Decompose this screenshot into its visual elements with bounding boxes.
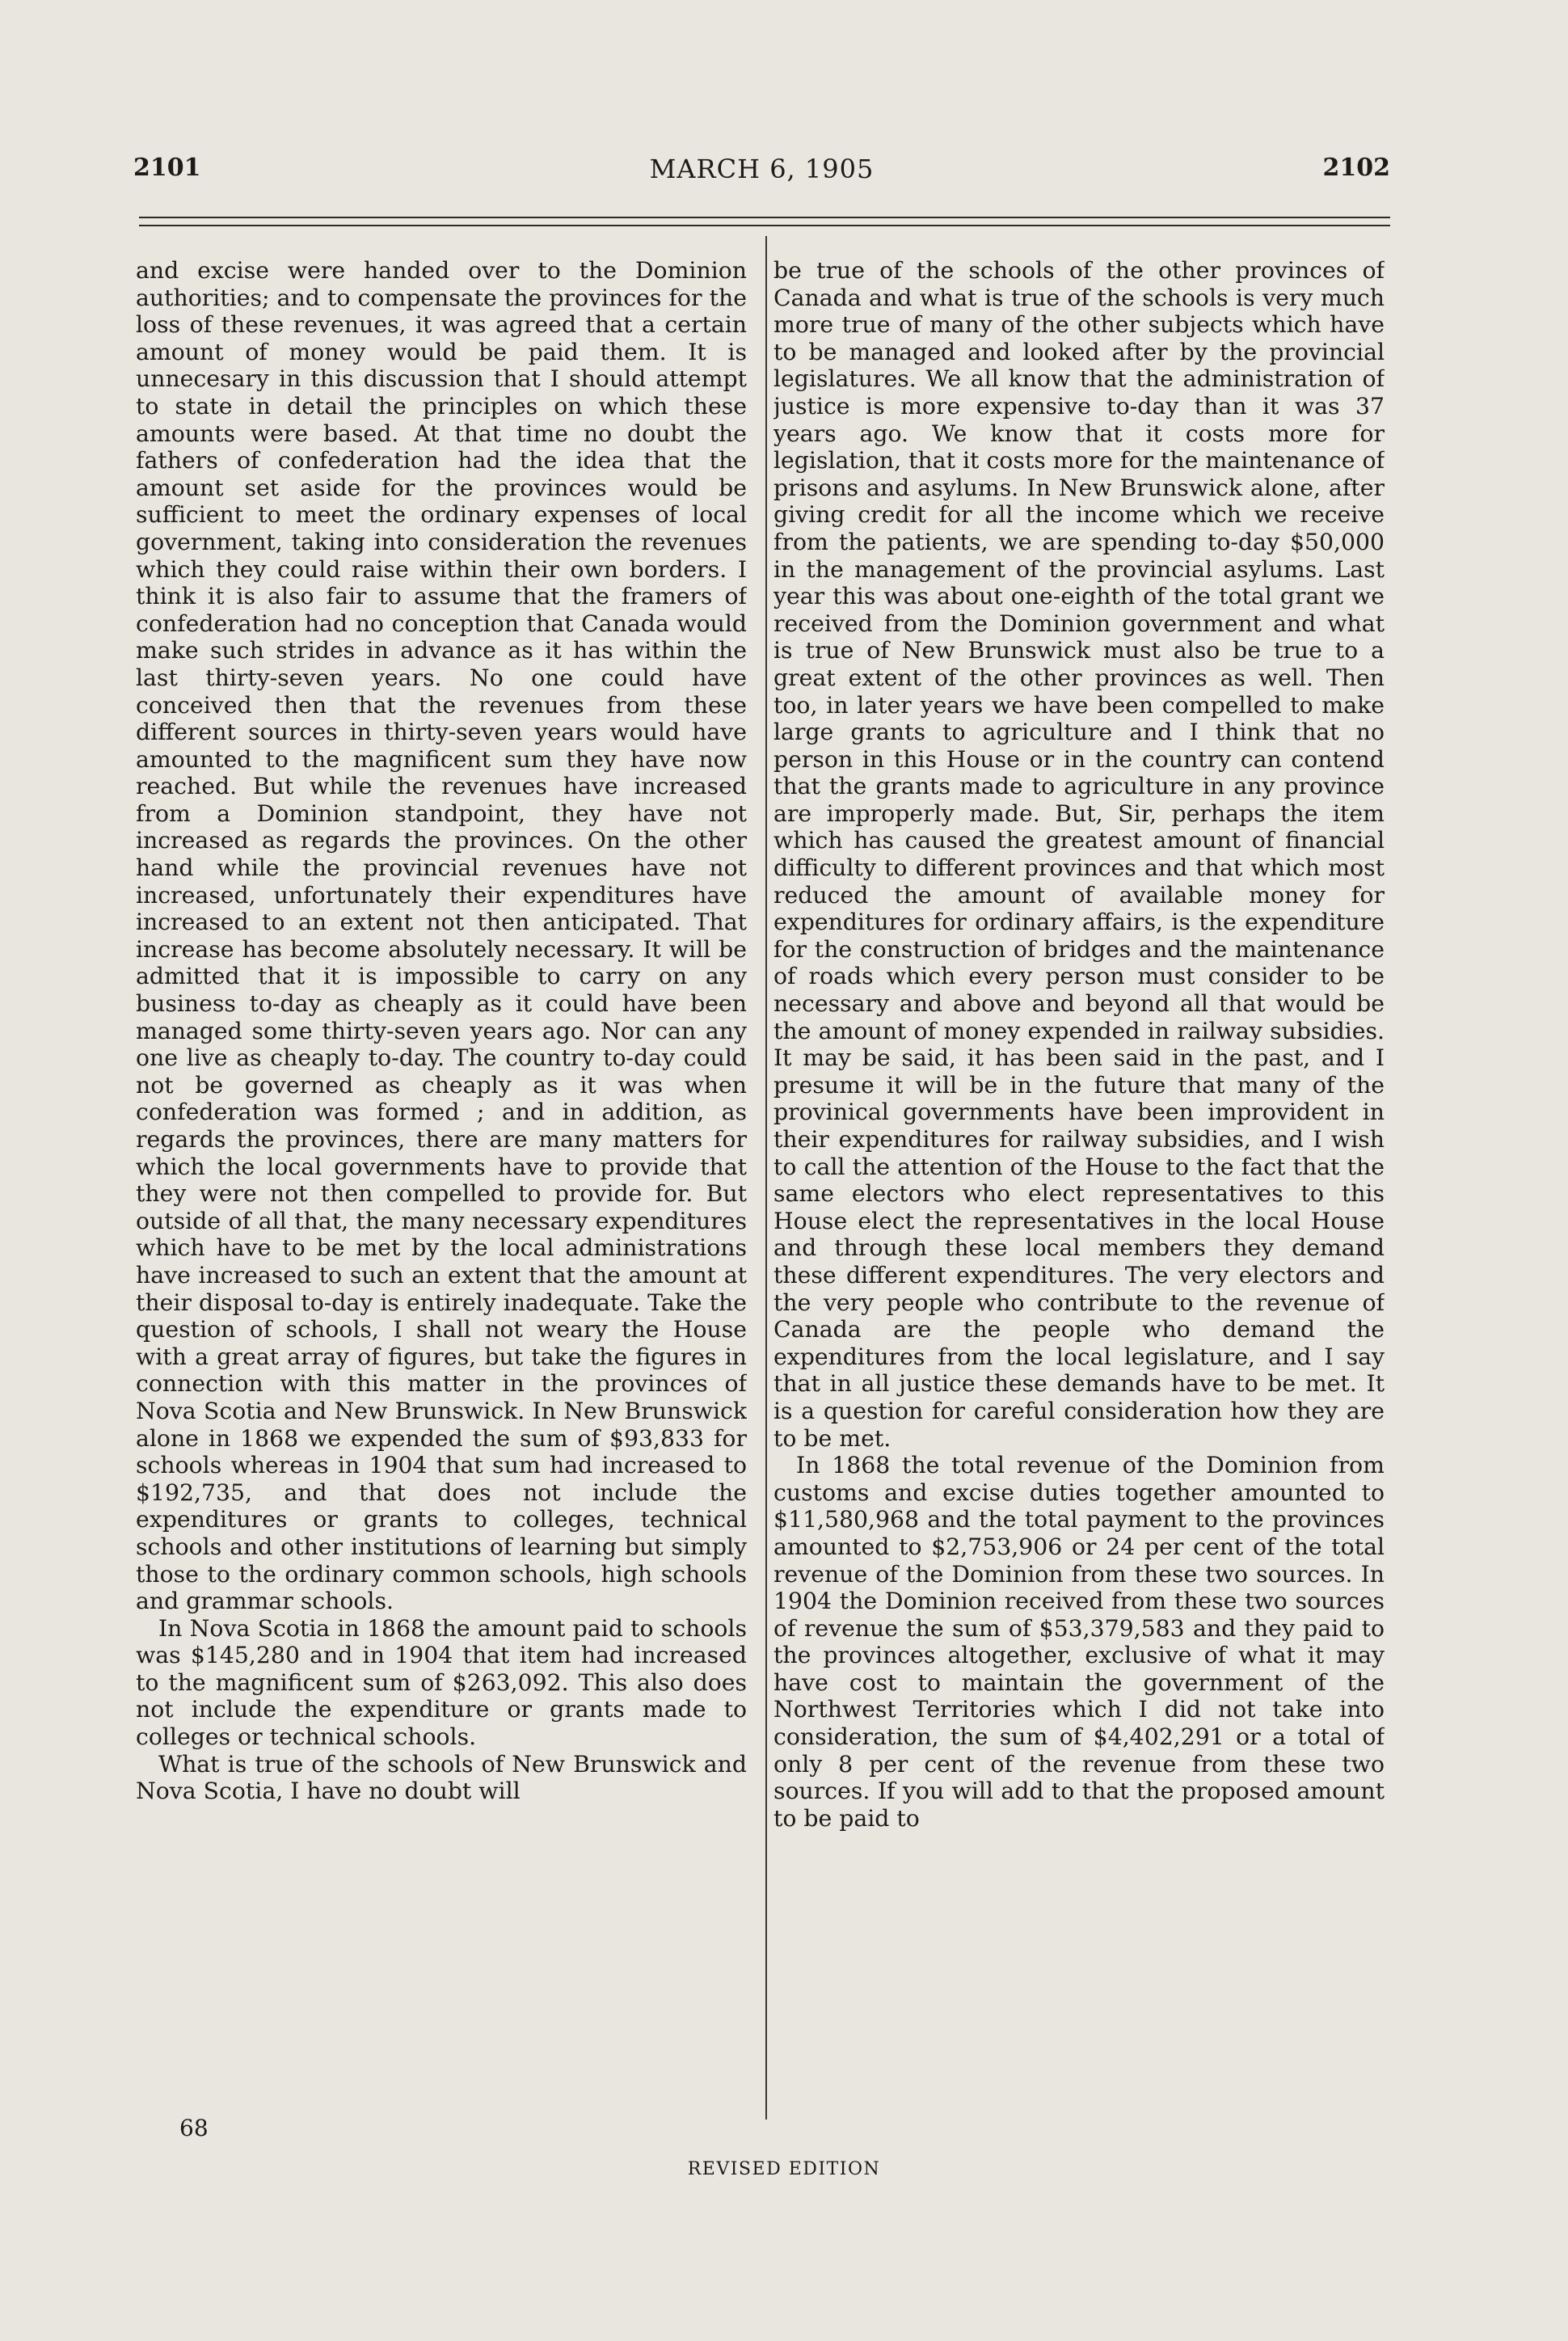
page-date-title: MARCH 6, 1905 [649, 154, 875, 184]
paragraph: What is true of the schools of New Brunswick and Nova Scotia, I have no doubt will [136, 1750, 747, 1805]
right-column [773, 257, 1385, 2116]
paragraph: be true of the schools of the other provinces of Canada and what is true of the schools is very much more true of many of the other subjects which have to be managed and looked after by the provincial legislatures. We all know that the administration of justice is more expensive to-day than it was 37 years ago. We know that it costs more for legislation, that it costs more for the maintenance of prisons and asylums. In New Brunswick alone, after giving credit for all the income which we receive from the patients, we are spending to-day $50,000 in the management of the provincial asylums. Last year this was about one-eighth of the total grant we received from the Dominion government and what is true of New Brunswick must also be true to a great extent of the other provinces as well. Then too, in later years we have been compelled to make large grants to agriculture and I think that no person in this House or in the country can contend that the grants made to agriculture in any province are improperly made. But, Sir, perhaps the item which has caused the greatest amount of financial difficulty to different provinces and that which most reduced the amount of available money for expenditures for ordinary affairs, is the expenditure for the construction of bridges and the maintenance of roads which every person must consider to be necessary and above and beyond all that would be the amount of money expended in railway subsidies. It may be said, it has been said in the past, and I presume it will be in the future that many of the provinical governments have been improvident in their expenditures for railway subsidies, and I wish to call the attention of the House to the fact that the same electors who elect representatives to this House elect the representatives in the local House and through these local members they demand these different expenditures. The very electors and the very people who contribute to the revenue of Canada are the people who demand the expenditures from the local legislature, and I say that in all justice these demands have to be met. It is a question for careful consideration how they are to be met. [773, 257, 1385, 1452]
page-header [133, 154, 1390, 194]
left-column [136, 257, 747, 2116]
column-divider [765, 236, 767, 2120]
header-rule-top [139, 217, 1390, 218]
paragraph: In Nova Scotia in 1868 the amount paid to schools was $145,280 and in 1904 that item had increased to the magnificent sum of $263,092. This also does not include the expenditure or grants made to colleges or technical schools. [136, 1614, 747, 1751]
header-rule-bottom [139, 225, 1390, 226]
paragraph: and excise were handed over to the Dominion authorities; and to compensate the provinces for the loss of these revenues, it was agreed that a certain amount of money would be paid them. It is unnecesary in this discussion that I should attempt to state in detail the principles on which these amounts were based. At that time no doubt the fathers of confederation had the idea that the amount set aside for the provinces would be sufficient to meet the ordinary expenses of local government, taking into consideration the revenues which they could raise within their own borders. I think it is also fair to assume that the framers of confederation had no conception that Canada would make such strides in advance as it has within the last thirty-seven years. No one could have conceived then that the revenues from these different sources in thirty-seven years would have amounted to the magnificent sum they have now reached. But while the revenues have increased from a Dominion standpoint, they have not increased as regards the provinces. On the other hand while the provincial revenues have not increased, unfortunately their expenditures have increased to an extent not then anticipated. That increase has become absolutely necessary. It will be admitted that it is impossible to carry on any business to-day as cheaply as it could have been managed some thirty-seven years ago. Nor can any one live as cheaply to-day. The country to-day could not be governed as cheaply as it was when confederation was formed ; and in addition, as regards the provinces, there are many matters for which the local governments have to provide that they were not then compelled to provide for. But outside of all that, the many necessary expenditures which have to be met by the local administrations have increased to such an extent that the amount at their disposal to-day is entirely inadequate. Take the question of schools, I shall not weary the House with a great array of figures, but take the figures in connection with this matter in the provinces of Nova Scotia and New Brunswick. In New Brunswick alone in 1868 we expended the sum of $93,833 for schools whereas in 1904 that sum had increased to $192,735, and that does not include the expenditures or grants to colleges, technical schools and other institutions of learning but simply those to the ordinary common schools, high schools and grammar schools. [136, 257, 747, 1615]
paragraph: In 1868 the total revenue of the Dominion from customs and excise duties together amounted to $11,580,968 and the total payment to the provinces amounted to $2,753,906 or 24 per cent of the total revenue of the Dominion from these two sources. In 1904 the Dominion received from these two sources of revenue the sum of $53,379,583 and they paid to the provinces altogether, exclusive of what it may have cost to maintain the government of the Northwest Territories which I did not take into consideration, the sum of $4,402,291 or a total of only 8 per cent of the revenue from these two sources. If you will add to that the proposed amount to be paid to [773, 1452, 1385, 1832]
page-number-right: 2102 [1322, 154, 1390, 182]
signature-mark: 68 [179, 2115, 209, 2141]
page-number-left: 2101 [133, 154, 201, 182]
footer-edition: REVISED EDITION [687, 2159, 881, 2179]
